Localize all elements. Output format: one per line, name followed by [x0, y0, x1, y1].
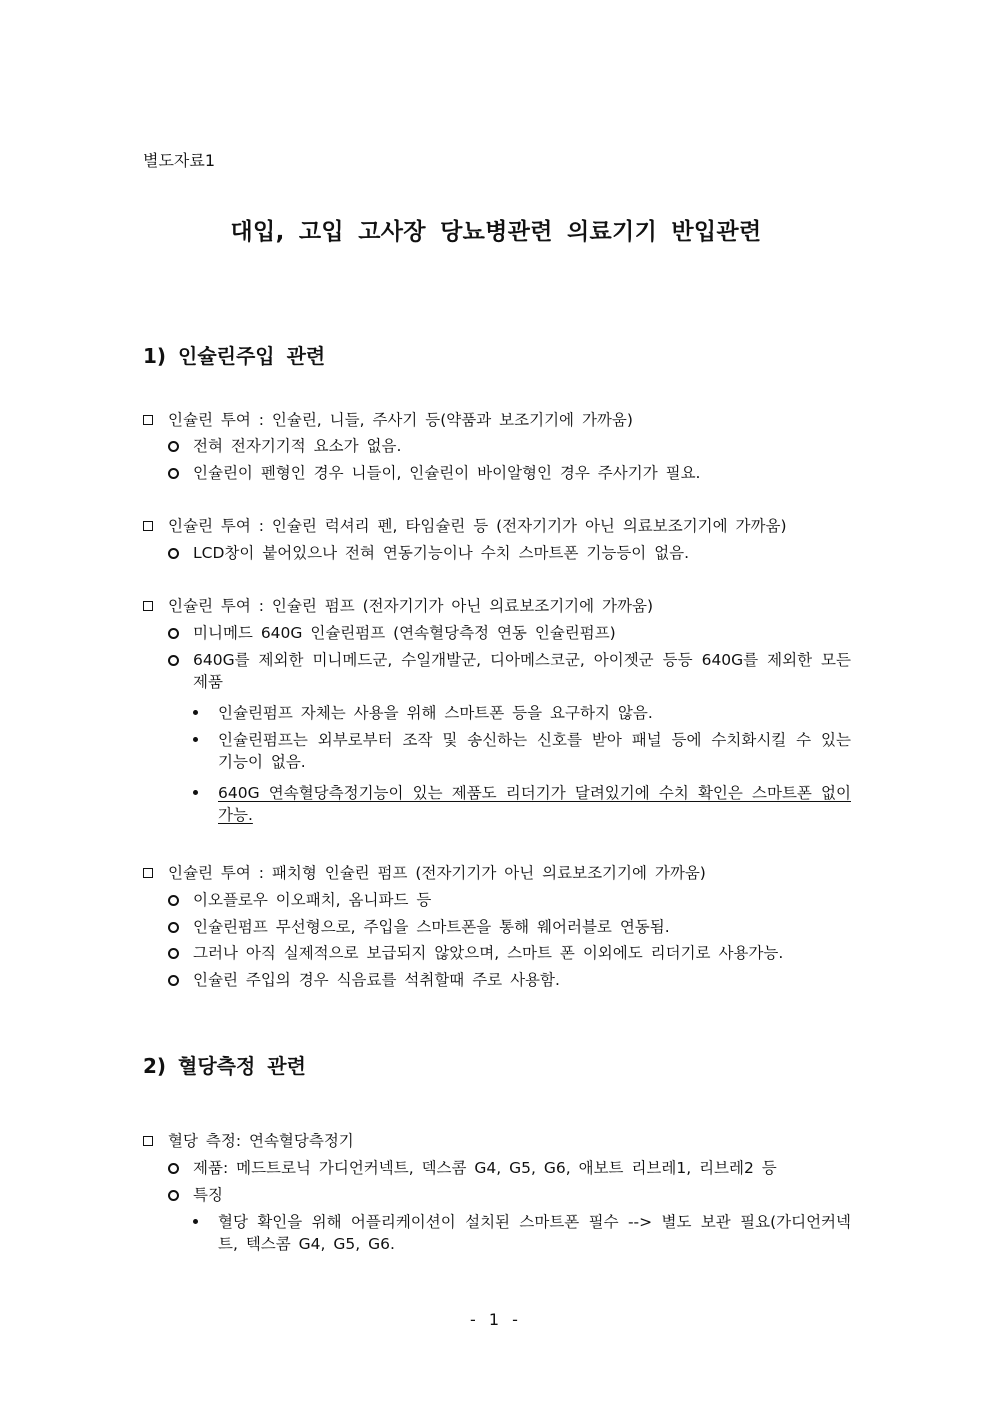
page-number: - 1 -	[470, 1310, 522, 1329]
circle-bullet-icon	[168, 975, 179, 986]
block4-main: 인슐린 투여 : 패치형 인슐린 펌프 (전자기기가 아닌 의료보조기기에 가까움)	[168, 864, 706, 882]
circle-bullet-icon	[168, 948, 179, 959]
block4-item-1: 이오플로우 이오패치, 옴니파드 등	[193, 891, 432, 909]
block3-sub-1: 인슐린펌프 자체는 사용을 위해 스마트폰 등을 요구하지 않음.	[218, 704, 653, 722]
section-2-heading: 2) 혈당측정 관련	[143, 1054, 306, 1078]
block1-item-1: 전혀 전자기기적 요소가 없음.	[193, 437, 402, 455]
block3-item-2: 640G를 제외한 미니메드군, 수일개발군, 디아메스코군, 아이젯군 등등 640G를 제외한 모든 제품	[193, 651, 851, 691]
block4-item-3: 그러나 아직 실제적으로 보급되지 않았으며, 스마트 폰 이외에도 리더기로 사용가능.	[193, 944, 784, 962]
block4-item-4: 인슐린 주입의 경우 식음료를 석취할때 주로 사용함.	[193, 971, 560, 989]
square-bullet-icon	[143, 415, 153, 425]
block4-item-2: 인슐린펌프 무선형으로, 주입을 스마트폰을 통해 웨어러블로 연동됨.	[193, 918, 670, 936]
square-bullet-icon	[143, 521, 153, 531]
block3-main: 인슐린 투여 : 인슐린 펌프 (전자기기가 아닌 의료보조기기에 가까움)	[168, 597, 654, 615]
circle-bullet-icon	[168, 548, 179, 559]
circle-bullet-icon	[168, 895, 179, 906]
block1-main: 인슐린 투여 : 인슐린, 니들, 주사기 등(약품과 보조기기에 가까움)	[168, 411, 633, 429]
circle-bullet-icon	[168, 1163, 179, 1174]
dot-bullet-icon	[193, 1219, 198, 1224]
block3-sub-2: 인슐린펌프는 외부로부터 조작 및 송신하는 신호를 받아 패널 등에 수치화시킬 수 있는 기능이 없음.	[218, 731, 851, 771]
block3-sub-3: 640G 연속혈당측정기능이 있는 제품도 리더기가 달려있기에 수치 확인은 스마트폰 없이 가능.	[218, 784, 851, 824]
circle-bullet-icon	[168, 628, 179, 639]
square-bullet-icon	[143, 601, 153, 611]
circle-bullet-icon	[168, 655, 179, 666]
circle-bullet-icon	[168, 441, 179, 452]
attachment-label: 별도자료1	[143, 151, 216, 170]
square-bullet-icon	[143, 868, 153, 878]
section-1-heading: 1) 인슐린주입 관련	[143, 344, 326, 368]
block2-main: 인슐린 투여 : 인슐린 럭셔리 펜, 타임슐린 등 (전자기기가 아닌 의료보조기기에 가까움)	[168, 517, 787, 535]
circle-bullet-icon	[168, 922, 179, 933]
block1-item-2: 인슐린이 펜형인 경우 니들이, 인슐린이 바이알형인 경우 주사기가 필요.	[193, 464, 701, 482]
dot-bullet-icon	[193, 710, 198, 715]
square-bullet-icon	[143, 1136, 153, 1146]
s2-block1-item-1: 제품: 메드트로닉 가디언커넥트, 덱스콤 G4, G5, G6, 애보트 리브레1, 리브레2 등	[193, 1159, 777, 1177]
s2-block1-main: 혈당 측정: 연속혈당측정기	[168, 1132, 354, 1150]
circle-bullet-icon	[168, 468, 179, 479]
s2-block1-item-2: 특징	[193, 1186, 223, 1204]
block3-item-1: 미니메드 640G 인슐린펌프 (연속혈당측정 연동 인슐린펌프)	[193, 624, 616, 642]
circle-bullet-icon	[168, 1190, 179, 1201]
dot-bullet-icon	[193, 737, 198, 742]
s2-block1-sub-1: 혈당 확인을 위해 어플리케이션이 설치된 스마트폰 필수 --> 별도 보관 필요(가디언커넥트, 텍스콤 G4, G5, G6.	[218, 1213, 851, 1253]
document-title: 대입, 고입 고사장 당뇨병관련 의료기기 반입관련	[230, 219, 762, 245]
dot-bullet-icon	[193, 790, 198, 795]
block2-item-1: LCD창이 붙어있으나 전혀 연동기능이나 수치 스마트폰 기능등이 없음.	[193, 544, 690, 562]
